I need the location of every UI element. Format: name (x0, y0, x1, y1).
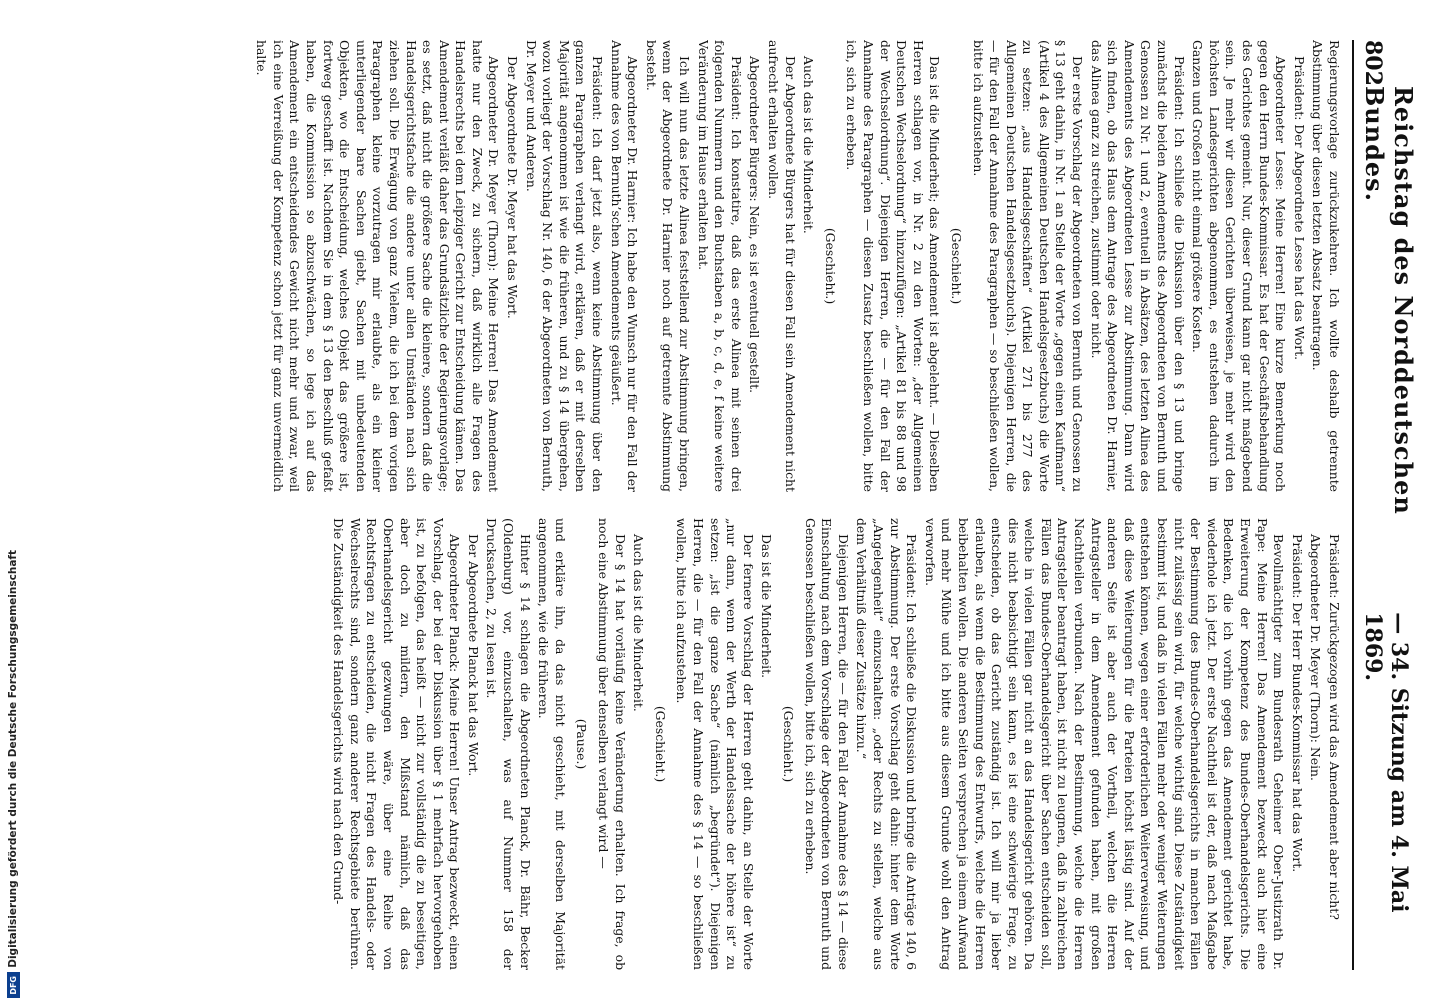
stage-direction: (Geschieht.) (948, 227, 964, 305)
paragraph: Präsident: Ich konstatire, daß das erste Alinea mit seinen drei folgenden Nummern und den Buchstaben a, b, c, d, e, f keine weitere Veränderung im Hause erhalten hat. (695, 40, 744, 492)
paragraph: Auch das ist die Minderheit. (631, 534, 647, 712)
paragraph: Präsident: Ich darf jetzt also, wenn keine Abstimmung über den ganzen Paragraphen verlangt wird, erklären, daß er mit derselben Majorität angenommen ist wie die früheren, und zu § 14 übergehen, wozu vorliegt der Vorschlag Nr. 140, 6 der Abgeordneten von Bernuth, Dr. Meyer und Anderen. (523, 40, 606, 492)
stage-direction: (Geschieht.) (781, 705, 796, 783)
paragraph: Abgeordneter Bürgers: Nein, es ist eventuell gestellt. (747, 56, 763, 394)
page-number: 802 (1360, 40, 1386, 86)
column-left (112, 40, 1342, 492)
stage-direction: (Geschieht.) (652, 705, 668, 783)
paragraph: Präsident: Ich schließe die Diskussion über den § 13 und bringe zunächst die beiden Amendements des Abgeordneten von Bernuth und Genossen zu Nr. 1 und 2, eventuell in Absätzen, des letzten Alinea des Amendements des Abgeordneten Lesse zur Abstimmung. Dann wird sich finden, ob das Haus dem Antrage des Abgeordneten Dr. Harnier, das Alinea ganz zu streichen, zustimmt oder nicht. (1088, 40, 1187, 492)
stage-direction: (Geschieht.) (822, 227, 838, 305)
credit-text: Digitalisierung gefördert durch die Deutsche Forschungsgemeinschaft (7, 550, 19, 968)
digitization-credit (6, 408, 20, 998)
paragraph: Präsident: Der Herr Bundes-Kommissar hat das Wort. (1289, 534, 1305, 873)
dfg-logo-icon (7, 972, 20, 998)
paragraph: Abgeordneter Lesse: Meine Herren! Eine kurze Bemerkung noch gegen den Herrn Bundes-Kommissar. Es hat der Geschäftsbehandlung des Gerichtes gemeint. Nur, dieser Grund kann gar nicht maßgebend sein. Je mehr wir diesen Gerichten überweisen, je mehr wird den höchsten Landesgerichten abgenommen, es entstehen dadurch im Ganzen und Großen nicht einmal größere Kosten. (1190, 40, 1289, 492)
paragraph: Präsident: Ich schließe die Diskussion und bringe die Anträge 140, 6 zur Abstimmung. Der erste Vorschlag geht dahin: hinter dem Worte „Angelegenheit“ einzuschalten: „oder Rechts zu stellen, welche aus dem Verhältniß dieser Zusätze hinzu.“ (854, 518, 920, 970)
paragraph: Der fernere Vorschlag der Herren geht dahin, an Stelle der Worte „nur dann, wenn der Werth der Handelssache der höhere ist“ zu setzen: „ist die ganze Sache“ (nämlich „begründet“). Diejenigen Herren, die — für den Fall der Annahme des § 14 — so beschließen wollen, bitte ich aufzustehen. (674, 518, 756, 970)
stage-direction: (Pause.) (574, 718, 590, 770)
paragraph: Abgeordneter Dr. Meyer (Thorn): Nein. (1308, 534, 1324, 781)
session-info: — 34. Sitzung am 4. Mai 1869. (1360, 612, 1412, 913)
paragraph: Hinter § 14 schlagen die Abgeordneten Planck, Dr. Bähr, Becker (Oldenburg) vor, einzuschalten, was auf Nummer 158 der Drucksachen, 2, zu lesen ist. (484, 518, 533, 970)
paragraph: Das ist die Minderheit; das Amendement ist abgelehnt. — Dieselben Herren schlagen vor, in Nr. 2 zu den Worten: „der Allgemeinen Deutschen Wechselordnung“ hinzuzufügen: „Artikel 81 bis 88 und 98 der Wechselordnung“. Diejenigen Herren, die — für den Fall der Annahme des Paragraphen — diesen Zusatz beschließen wollen, bitte ich, sich zu erheben. (844, 40, 943, 492)
logo-label: DFG (8, 975, 18, 995)
paragraph: Der erste Vorschlag der Abgeordneten von Bernuth und Genossen zu § 13 geht dahin, in Nr. 1 an Stelle der Worte „gegen einen Kaufmann“ (Artikel 4 des Allgemeinen Deutschen Handelsgesetzbuchs) die Worte zu setzen: „aus Handelsgeschäften“ (Artikel 271 bis 277 des Allgemeinen Deutschen Handelsgesetzbuchs). Diejenigen Herren, die — für den Fall der Annahme des Paragraphen — so beschließen wollen, bitte ich aufzustehen. (970, 40, 1086, 492)
page-header (1352, 40, 1418, 970)
paragraph: Abgeordneter Planck: Meine Herren! Unser Antrag bezweckt, einen Vorschlag, der bei der Diskussion über § 1 mehrfach hervorgehoben ist, zu befolgen, das heißt — nicht zur vollständig die zu beseitigen, aber doch zu mildern, den Mißstand nämlich, daß das Oberhandelsgericht gezwungen wäre, über eine Reihe von Rechtsfragen zu entscheiden, die nicht Fragen des Handels- oder Wechselrechts sind, sondern ganz anderer Rechtsgebiete berühren. Die Zuständigkeit des Handelsgerichts wird nach den Grund- (331, 518, 463, 970)
page-title: Reichstag des Norddeutschen Bundes. (1360, 85, 1418, 515)
paragraph: und erkläre ihn, da das nicht geschieht, mit derselben Majorität angenommen, wie die früheren. (536, 518, 568, 970)
paragraph: Ich will nun das letzte Alinea feststellend zur Abstimmung bringen, wenn der Abgeordnete Dr. Harnier noch auf getrennte Abstimmung besteht. (643, 40, 693, 492)
paragraph: Das ist die Minderheit. (759, 534, 775, 679)
paragraph: Der § 14 hat vorläufig keine Veränderung erhalten. Ich frage, ob noch eine Abstimmung über denselben verlangt wird — (596, 518, 628, 970)
paragraph: Bevollmächtigter zum Bundesrath Geheimer Ober-Justizrath Dr. Pape: Meine Herren! Das Amendement bezweckt auch hier eine Erweiterung der Kompetenz des Bundes-Oberhandelsgerichts. Die Bedenken, die ich vorhin gegen das Amendement gerichtet habe, wiederhole ich jetzt. Der erste Nachtheil ist der, daß nach Maßgabe der Bestimmung des Bundes-Oberhandelsgerichts in manchen Fällen nicht zulässig sein wird, für welche wichtig sind. Diese Zuständigkeit bestimmt ist, und daß in vielen Fällen mehr oder weniger Weiterungen entstehen können, wegen einer erforderlichen Weiterverweisung, und daß diese Weiterungen für die Parteien höchst lästig sind. Auf der anderen Seite ist aber auch der Vortheil, welchen die Herren Antragsteller in dem Amendement gefunden haben, mit großen Nachtheilen verbunden. Nach der Bestimmung, welche die Herren Antragsteller beantragt haben, ist nicht zu leugnen, daß in zahlreichen Fällen das Bundes-Oberhandelsgericht über Sachen entscheiden soll, welche in vielen Fällen gar nicht an das Handelsgericht gehören. Da dies nicht beabsichtigt sein kann, es ist eine schwierige Frage, zu entscheiden, ob das Gericht zuständig ist. Ich will mir ja lieber erlauben, als wenn die Bestimmung des Entwurfs, welche die Herren beibehalten wollen. Die anderen Seiten versprechen ja einem Aufwand und mehr Mühe und ich bitte aus diesem Grunde wohl den Antrag verworfen. (922, 518, 1287, 970)
paragraph: Abgeordneter Dr. Harnier: Ich habe den Wunsch nur für den Fall der Annahme des von Bernuth’schen Amendements geäußert. (608, 40, 641, 492)
paragraph: Abgeordneter Dr. Meyer (Thorn): Meine Herren! Das Amendement hatte nur den Zweck, zu sichern, daß wirklich alle Fragen des Handelsrechts bei dem Leipziger Gericht zur Entscheidung kämen. Das Amendement verläßt daher das Grundsätzliche der Regierungsvorlage; es setzt, daß nicht die größere Sache die kleinere, sondern daß die Handelsgerichtsfache die andere unter allen Umständen nach sich ziehen soll. Die Erwägung von ganz Vielem, die ich bei dem vorigen Paragraphen kleine vorzutragen mir erlaubte, als ein kleiner unterliegender bare Sachen giebt, Sachen mit unbedeutenden Objekten, wo die Entscheidung, welches Objekt das größere ist, fortweg geschafft ist. Nachdem Sie in dem § 13 den Beschluß gefaßt haben, die Kommission so abzuschwächen, so lege ich auf das Amendement ein entscheidendes Gewicht nicht mehr und zwar, weil ich eine Verreißung der Kompetenz schon jetzt für ganz unvermeidlich halte. (254, 40, 502, 492)
column-right (112, 518, 1342, 970)
paragraph: Auch das ist die Minderheit. (801, 56, 817, 234)
paragraph: Präsident: Zurückgezogen wird das Amendement aber nicht? (1327, 534, 1342, 920)
paragraph: Der Abgeordnete Dr. Meyer hat das Wort. (505, 56, 521, 319)
paragraph: Diejenigen Herren, die — für den Fall der Annahme des § 14 — diese Einschaltung nach dem Vorschlage der Abgeordneten von Bernuth und Genossen beschließen wollen, bitte ich, sich zu erheben. (802, 518, 851, 970)
paragraph: Präsident: Der Abgeordnete Lesse hat das Wort. (1291, 56, 1307, 361)
paragraph: Der Abgeordnete Bürgers hat für diesen Fall sein Amendement nicht aufrecht erhalten wollen. (766, 40, 798, 492)
paragraph: Der Abgeordnete Planck hat das Wort. (465, 534, 481, 777)
text-columns (112, 40, 1342, 970)
paragraph: Regierungsvorlage zurückzukehren. Ich wollte deshalb getrennte Abstimmung über diesen letzten Absatz beantragen. (1310, 40, 1342, 492)
